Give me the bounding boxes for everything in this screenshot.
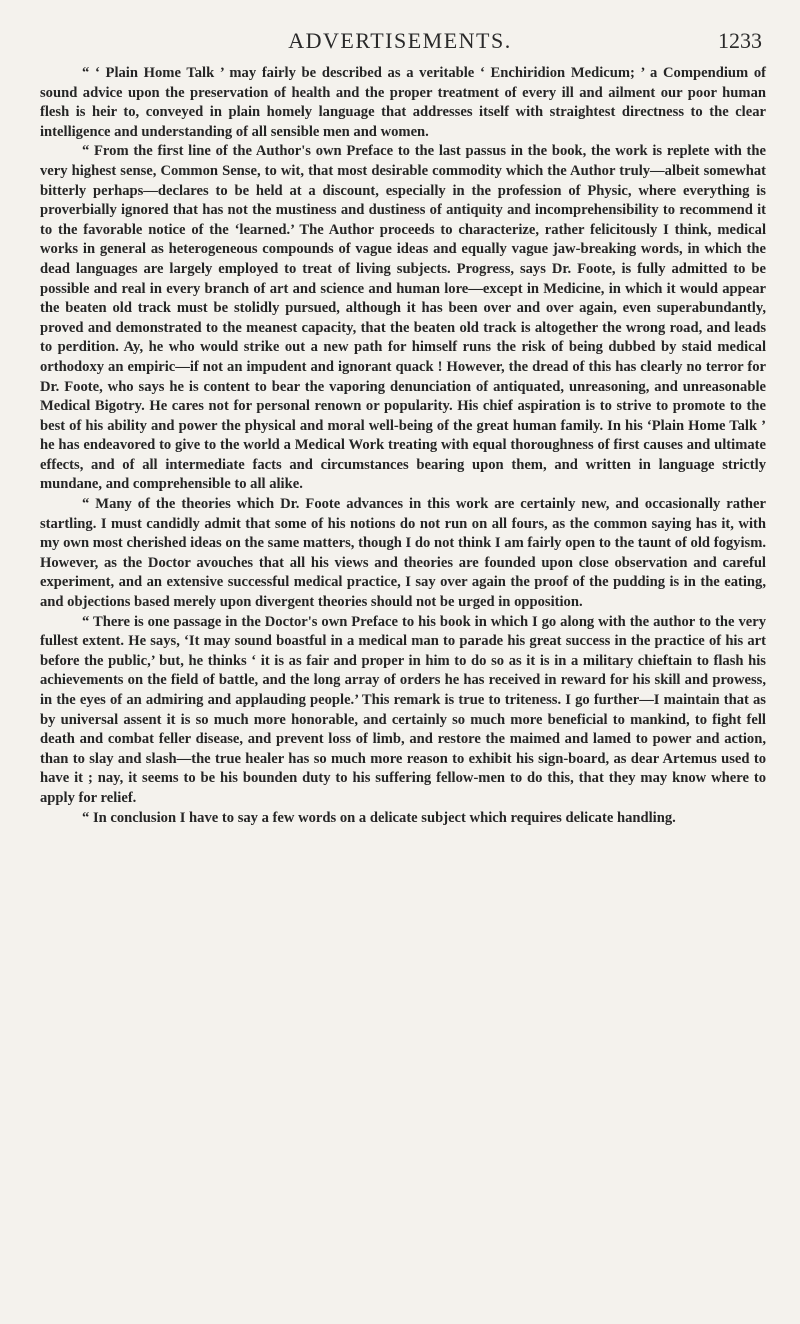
paragraph-compendium: “ ‘ Plain Home Talk ’ may fairly be described as a veritable ‘ Enchiridion Medicum; ’ a Compendium of sound advice upon the preservation of health and the proper treatment of every ill and ailment our poor human flesh is heir to, conveyed in plain homely language that addresses itself with straightest directness to the clear intelligence and understanding of all sensible men and women. bbox=[40, 65, 766, 140]
paragraph-preface-common-sense: “ From the first line of the Author's own Preface to the last passus in the book, the work is replete with the very highest sense, Common Sense, to wit, that most desirable commodity which the Author truly—albeit somewhat bitterly perhaps—declares to be held at a discount, especially in the profession of Physic, where everything is proverbially ignored that has not the mustiness and dustiness of antiquity and incomprehensibility to recommend it to the favorable notice of the ‘learned.’ The Author proceeds to characterize, rather felicitously I think, medical works in general as heterogeneous compounds of vague ideas and equally vague jaw-breaking words, in which the dead languages are largely employed to treat of living subjects. Progress, says Dr. Foote, is fully admitted to be possible and real in every branch of art and science and human lore—except in Medicine, in which it would appear the beaten old track must be stolidly pursued, although it has been over and over again, even superabundantly, proved and demonstrated to the meanest capacity, that the beaten old track is altogether the wrong road, and leads to perdition. Ay, he who would strike out a new path for himself runs the risk of being dubbed by staid medical orthodoxy an empiric—if not an impudent and ignorant quack ! However, the dread of this has clearly no terror for Dr. Foote, who says he is content to bear the vaporing denunciation of antiquated, unreasoning, and unreasonable Medical Bigotry. He cares not for personal renown or popularity. His chief aspiration is to strive to promote to the best of his ability and power the physical and moral well-being of the great human family. In his ‘Plain Home Talk ’ he has endeavored to give to the world a Medical Work treating with equal thoroughness of first causes and ultimate effects, and of all intermediate facts and circumstances bearing upon them, and written in language strictly mundane, and comprehensible to all alike. bbox=[40, 143, 766, 493]
page-number: 1233 bbox=[718, 28, 762, 53]
paragraph-theories: “ Many of the theories which Dr. Foote advances in this work are certainly new, and occasionally rather startling. I must candidly admit that some of his notions do not run on all fours, as the common saying has it, with my own most cherished ideas on the same matters, though I do not think I am fairly open to the taunt of old fogyism. However, as the Doctor avouches that all his views and theories are founded upon close observation and careful experiment, and an extensive successful medical practice, I say over again the proof of the pudding is in the eating, and objections based merely upon divergent theories should not be urged in opposition. bbox=[40, 496, 766, 611]
running-head bbox=[0, 22, 800, 56]
running-head-title: ADVERTISEMENTS. bbox=[288, 28, 512, 53]
body-text bbox=[40, 64, 766, 828]
paragraph-conclusion: “ In conclusion I have to say a few words on a delicate subject which requires delicate handling. bbox=[82, 809, 676, 826]
paragraph-passage-in-preface: “ There is one passage in the Doctor's own Preface to his book in which I go along with the author to the very fullest extent. He says, ‘It may sound boastful in a medical man to parade his great success in the practice of his art before the public,’ but, he thinks ‘ it is as fair and proper in him to do so as it is in a military chieftain to flash his achievements on the field of battle, and the long array of orders he has received in reward for his skill and prowess, in the eyes of an admiring and applauding people.’ This remark is true to triteness. I go further—I maintain that as by universal assent it is so much more honorable, and certainly so much more beneficial to mankind, to fight fell death and combat feller disease, and prevent loss of limb, and restore the maimed and lamed to power and action, than to slay and slash—the true healer has so much more reason to exhibit his sign-board, as dear Artemus used to have it ; nay, it seems to be his bounden duty to his suffering fellow-men to do this, that they may know where to apply for relief. bbox=[40, 613, 766, 806]
